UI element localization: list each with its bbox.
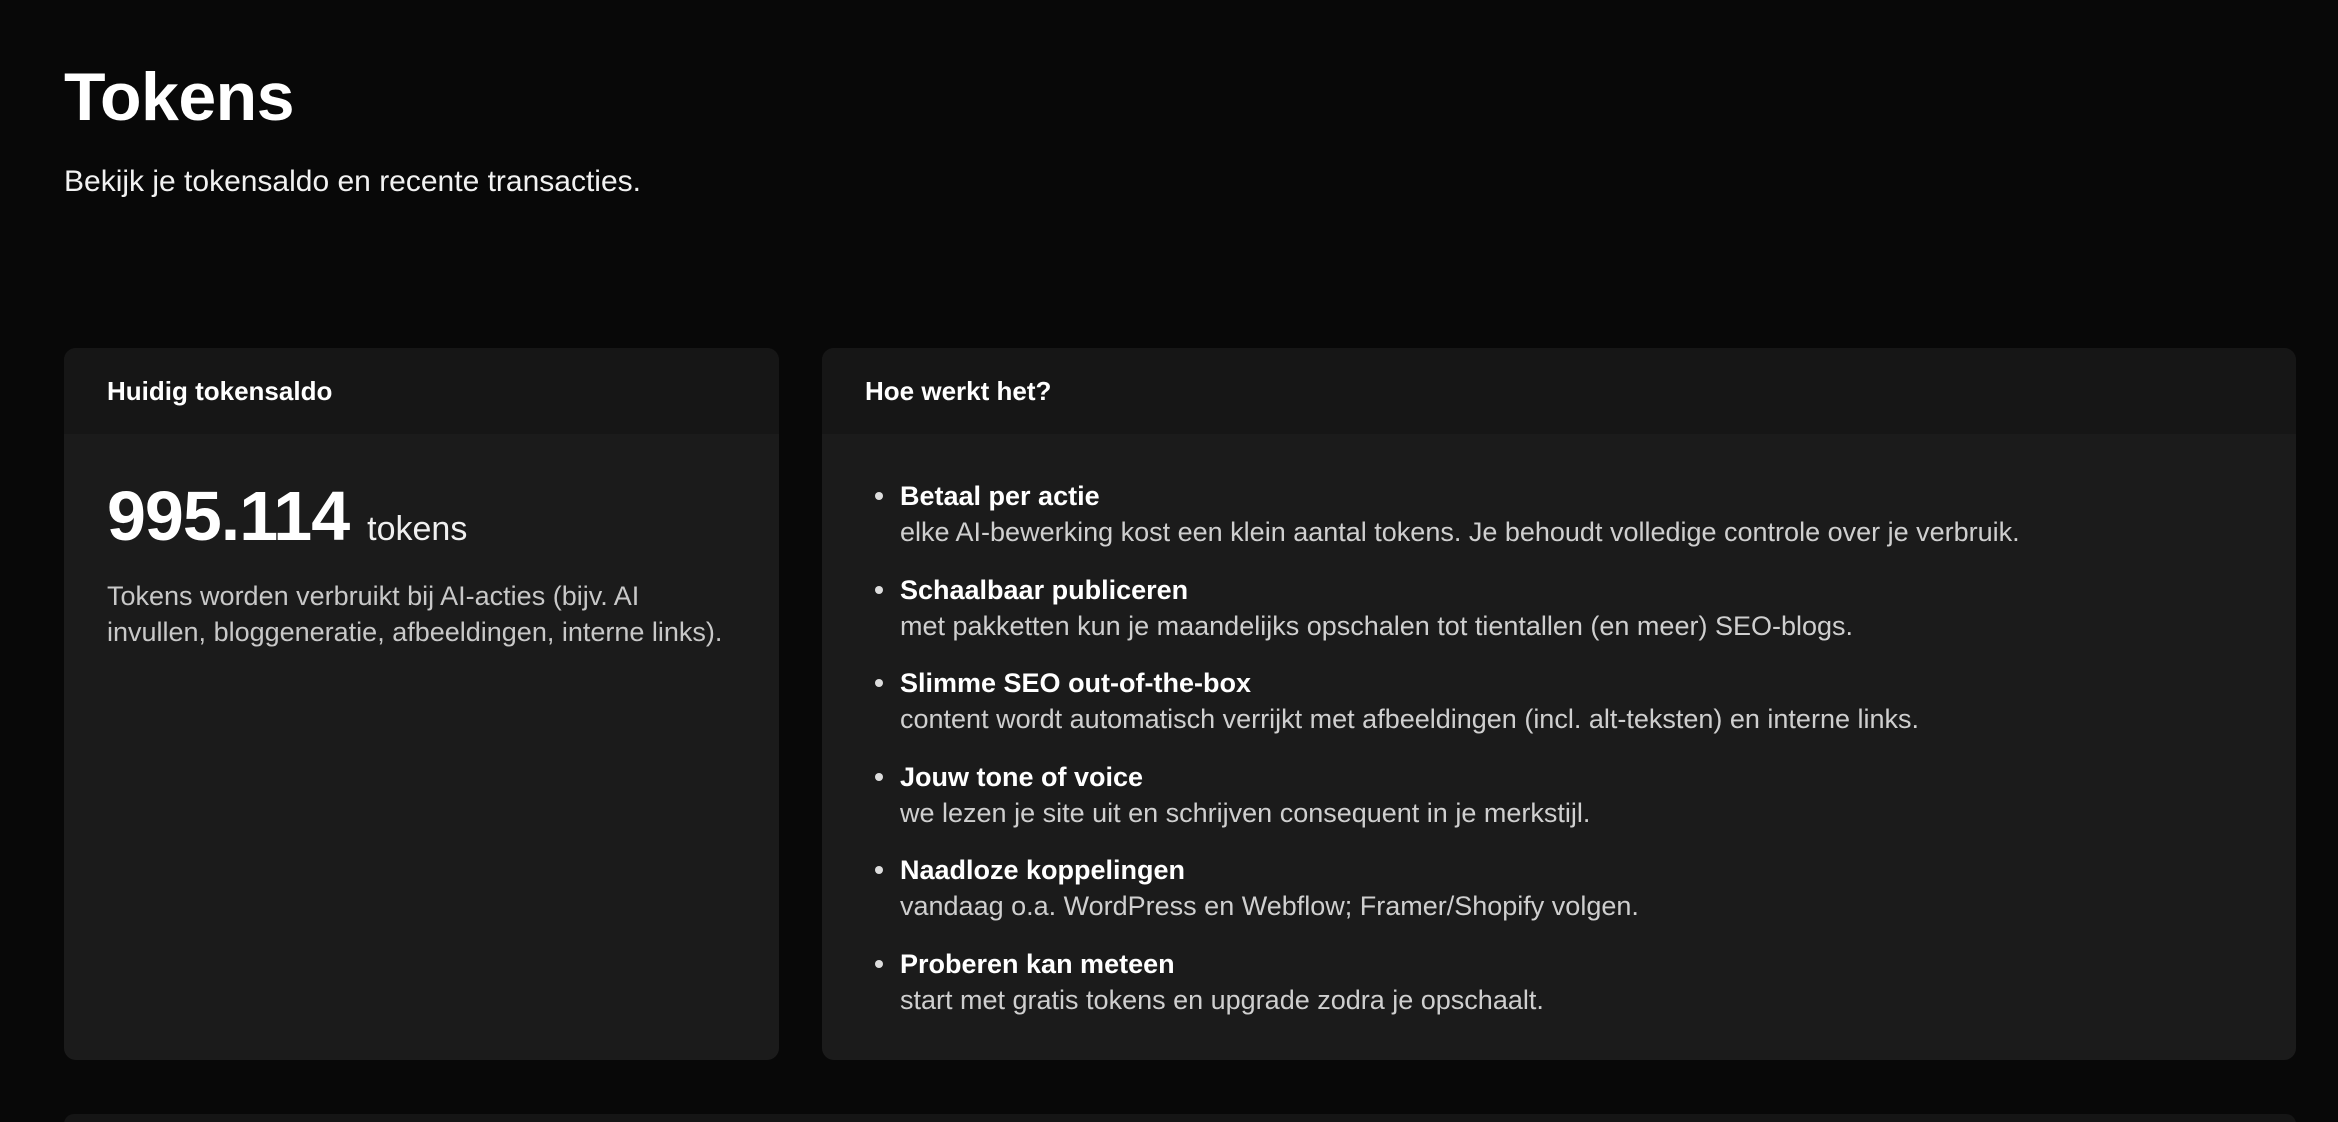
balance-unit: tokens xyxy=(367,510,468,548)
list-item xyxy=(865,946,2253,1040)
list-item-description: met pakketten kun je maandelijks opschalen tot tientallen (en meer) SEO-blogs. xyxy=(900,610,1854,641)
list-item xyxy=(865,852,2253,946)
next-card-edge xyxy=(64,1114,2296,1122)
list-item-title: Proberen kan meteen xyxy=(900,948,1175,979)
page-subtitle: Bekijk je tokensaldo en recente transacties. xyxy=(64,165,641,198)
bullet-icon xyxy=(875,492,883,500)
bullet-icon xyxy=(875,773,883,781)
list-item xyxy=(865,665,2253,759)
list-item xyxy=(865,478,2253,572)
page-title: Tokens xyxy=(64,59,295,135)
bullet-icon xyxy=(875,586,883,594)
balance-display xyxy=(107,476,736,556)
list-item-title: Betaal per actie xyxy=(900,481,1100,511)
token-balance-card xyxy=(64,348,779,1060)
list-item-description: we lezen je site uit en schrijven consequent in je merkstijl. xyxy=(900,797,1591,828)
how-card-header: Hoe werkt het? xyxy=(822,348,2296,434)
bullet-icon xyxy=(875,679,883,687)
list-item xyxy=(865,759,2253,853)
list-item-title: Jouw tone of voice xyxy=(900,761,1144,792)
list-item-title: Schaalbaar publiceren xyxy=(900,574,1189,605)
balance-value: 995.114 xyxy=(107,477,350,555)
list-item xyxy=(865,572,2253,666)
balance-note: Tokens worden verbruikt bij AI-acties (bijv. AI invullen, bloggeneratie, afbeeldingen, interne links). xyxy=(107,581,723,647)
bullet-icon xyxy=(875,866,883,874)
list-item-title: Naadloze koppelingen xyxy=(900,855,1186,885)
bullet-icon xyxy=(875,960,883,968)
balance-card-header: Huidig tokensaldo xyxy=(64,348,779,434)
list-item-description: content wordt automatisch verrijkt met afbeeldingen (incl. alt-teksten) en interne links. xyxy=(900,704,1919,734)
list-item-description: start met gratis tokens en upgrade zodra je opschaalt. xyxy=(900,984,1544,1015)
how-it-works-list xyxy=(865,478,2253,1039)
how-it-works-card xyxy=(822,348,2296,1060)
list-item-description: elke AI-bewerking kost een klein aantal tokens. Je behoudt volledige controle over je verbruik. xyxy=(900,517,2020,547)
list-item-description: vandaag o.a. WordPress en Webflow; Framer/Shopify volgen. xyxy=(900,891,1639,921)
list-item-title: Slimme SEO out-of-the-box xyxy=(900,668,1251,698)
